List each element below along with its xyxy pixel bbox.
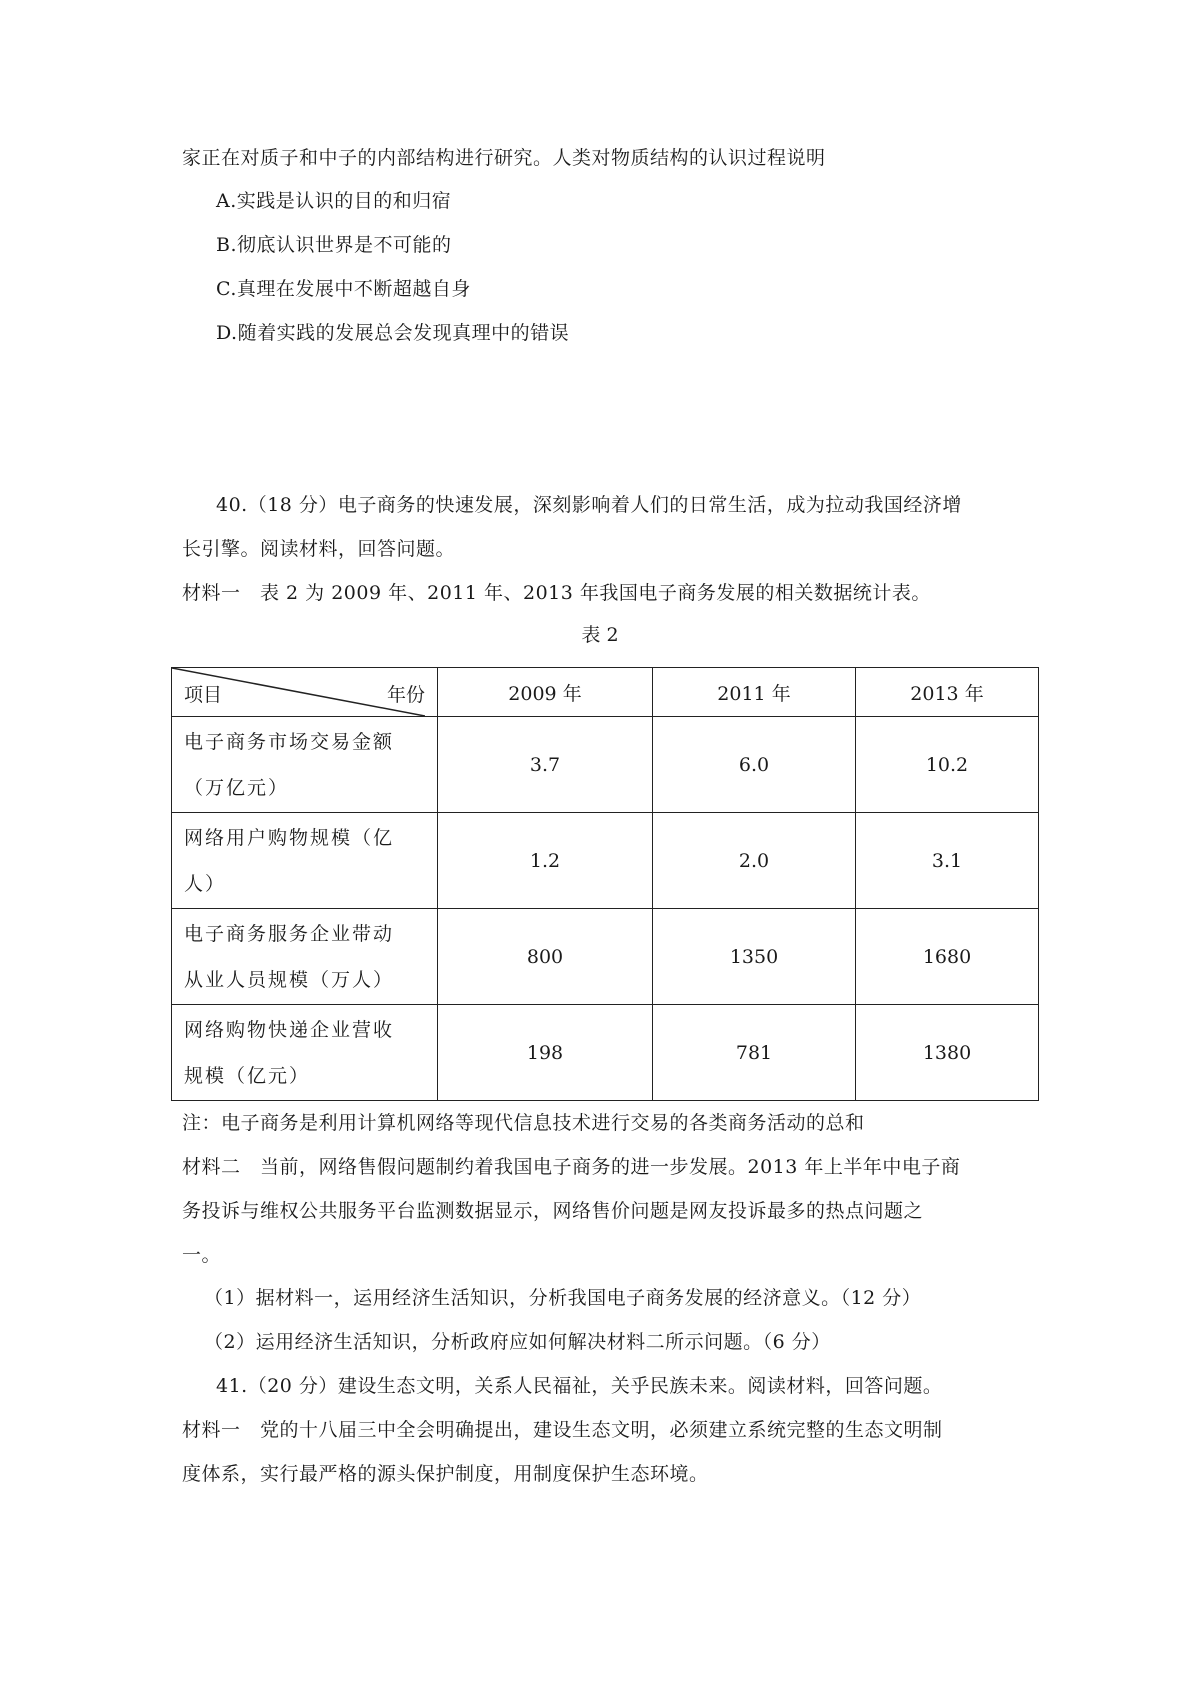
option-a: A.实践是认识的目的和归宿: [216, 190, 452, 212]
q40-subquestion-2: （2）运用经济生活知识，分析政府应如何解决材料二所示问题。（6 分）: [204, 1331, 831, 1353]
table-cell: 3.1: [856, 813, 1039, 909]
column-header: 2009 年: [438, 668, 653, 717]
table-caption: 表 2: [581, 624, 619, 646]
question-stem: 家正在对质子和中子的内部结构进行研究。人类对物质结构的认识过程说明: [182, 147, 826, 169]
statistics-table: [171, 667, 1039, 1101]
option-c: C.真理在发展中不断超越自身: [216, 278, 471, 300]
table-row: [172, 1005, 1039, 1101]
row-label: 电子商务服务企业带动 从业人员规模（万人）: [172, 909, 438, 1005]
table-row: [172, 717, 1039, 813]
row-label: 网络购物快递企业营收 规模（亿元）: [172, 1005, 438, 1101]
row-label: 网络用户购物规模（亿 人）: [172, 813, 438, 909]
q40-intro-line2: 长引擎。阅读材料，回答问题。: [182, 538, 456, 560]
table-cell: 1350: [653, 909, 856, 1005]
column-header: 2013 年: [856, 668, 1039, 717]
table-cell: 1680: [856, 909, 1039, 1005]
table-cell: 198: [438, 1005, 653, 1101]
option-d: D.随着实践的发展总会发现真理中的错误: [216, 322, 570, 344]
table-row: [172, 909, 1039, 1005]
corner-header-cell: [172, 668, 438, 717]
table-cell: 3.7: [438, 717, 653, 813]
table-note: 注：电子商务是利用计算机网络等现代信息技术进行交易的各类商务活动的总和: [182, 1112, 865, 1134]
table-cell: 1.2: [438, 813, 653, 909]
table-cell: 2.0: [653, 813, 856, 909]
q40-material2-line3: 一。: [182, 1244, 222, 1266]
q41-material1-line2: 度体系，实行最严格的源头保护制度，用制度保护生态环境。: [182, 1463, 709, 1485]
table-cell: 6.0: [653, 717, 856, 813]
row-label: 电子商务市场交易金额 （万亿元）: [172, 717, 438, 813]
table-cell: 800: [438, 909, 653, 1005]
option-b: B.彻底认识世界是不可能的: [216, 234, 452, 256]
table-row: [172, 813, 1039, 909]
table-cell: 10.2: [856, 717, 1039, 813]
table-header-row: [172, 668, 1039, 717]
column-header: 2011 年: [653, 668, 856, 717]
q40-material1: 材料一 表 2 为 2009 年、2011 年、2013 年我国电子商务发展的相关数据统计表。: [182, 582, 931, 604]
q40-material2-line1: 材料二 当前，网络售假问题制约着我国电子商务的进一步发展。2013 年上半年中电子商: [182, 1156, 961, 1178]
q40-material2-line2: 务投诉与维权公共服务平台监测数据显示，网络售价问题是网友投诉最多的热点问题之: [182, 1200, 924, 1222]
q40-intro-line1: 40.（18 分）电子商务的快速发展，深刻影响着人们的日常生活，成为拉动我国经济增: [216, 494, 962, 516]
table-cell: 781: [653, 1005, 856, 1101]
q41-intro: 41.（20 分）建设生态文明，关系人民福祉，关乎民族未来。阅读材料，回答问题。: [216, 1375, 943, 1397]
table-cell: 1380: [856, 1005, 1039, 1101]
corner-label-year: 年份: [386, 684, 425, 706]
corner-label-item: 项目: [184, 684, 223, 706]
q40-subquestion-1: （1）据材料一，运用经济生活知识，分析我国电子商务发展的经济意义。（12 分）: [204, 1287, 922, 1309]
q41-material1-line1: 材料一 党的十八届三中全会明确提出，建设生态文明，必须建立系统完整的生态文明制: [182, 1419, 943, 1441]
